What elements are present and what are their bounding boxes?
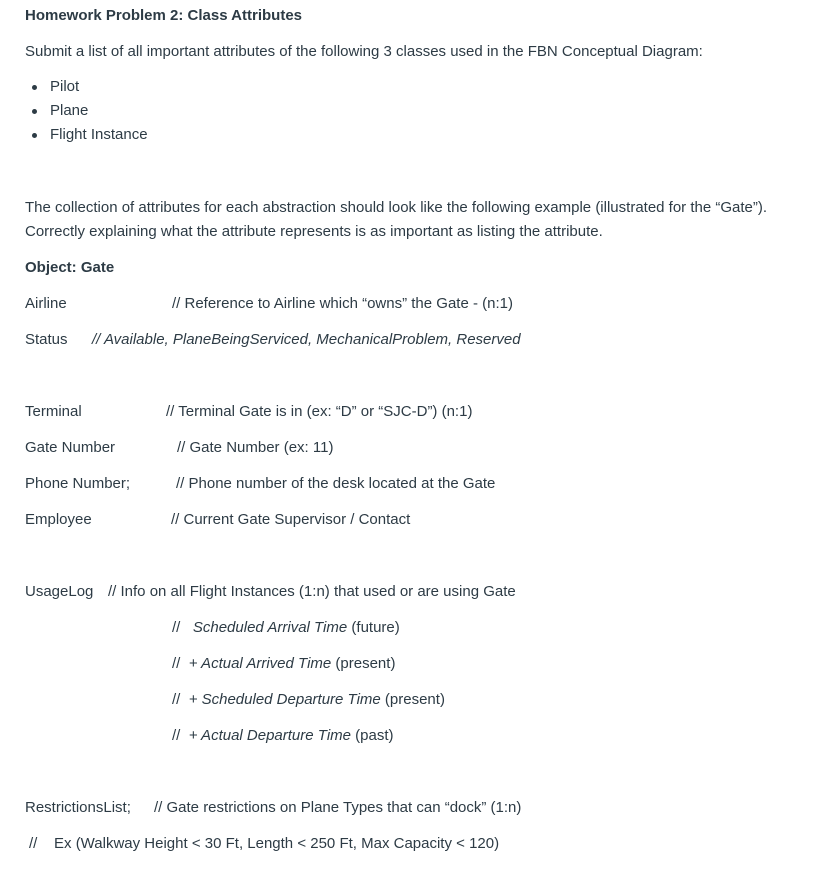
attr-name-employee: Employee bbox=[25, 511, 92, 528]
attr-name-gate-number: Gate Number bbox=[25, 439, 116, 456]
attr-comment-status: // Available, PlaneBeingServiced, MechanicalProblem, Reserved bbox=[92, 331, 521, 348]
attr-comment-phone-number: // Phone number of the desk located at the Gate bbox=[176, 475, 496, 492]
attr-comment-restrictions: // Gate restrictions on Plane Types that can “dock” (1:n) bbox=[154, 799, 522, 816]
attr-comment-employee: // Current Gate Supervisor / Contact bbox=[171, 511, 411, 528]
attr-comment-terminal: // Terminal Gate is in (ex: “D” or “SJC-D”) (n:1) bbox=[166, 403, 473, 420]
detail-rest: (present) bbox=[380, 691, 445, 708]
detail-italic: Scheduled Arrival Time bbox=[192, 619, 348, 636]
attr-comment-airline: // Reference to Airline which “owns” the Gate - (n:1) bbox=[172, 295, 513, 312]
detail-rest: (present) bbox=[331, 655, 396, 672]
attr-name-airline: Airline bbox=[25, 295, 67, 312]
detail-rest: (future) bbox=[347, 619, 400, 636]
comment-slashes: // bbox=[172, 655, 181, 672]
example-text: Ex (Walkway Height < 30 Ft, Length < 250 Ft, Max Capacity < 120) bbox=[54, 835, 500, 852]
attr-comment-usage-log: // Info on all Flight Instances (1:n) that used or are using Gate bbox=[108, 583, 516, 600]
comment-slashes: // bbox=[29, 835, 38, 852]
usage-log-detail bbox=[172, 726, 394, 746]
attr-name-status: Status bbox=[25, 331, 68, 348]
detail-rest: (past) bbox=[351, 727, 394, 744]
detail-italic: + Actual Arrived Time bbox=[188, 655, 332, 672]
detail-italic: + Actual Departure Time bbox=[188, 727, 351, 744]
attr-name-restrictions: RestrictionsList; bbox=[25, 799, 131, 816]
object-heading: Object: Gate bbox=[25, 259, 115, 276]
usage-log-detail bbox=[172, 618, 400, 638]
attr-name-terminal: Terminal bbox=[25, 403, 82, 420]
attr-name-phone-number: Phone Number; bbox=[25, 475, 131, 492]
usage-log-detail bbox=[172, 690, 445, 710]
intro-text: Submit a list of all important attributes of the following 3 classes used in the FBN Conceptual Diagram: bbox=[25, 43, 703, 60]
attr-comment-gate-number: // Gate Number (ex: 11) bbox=[177, 439, 334, 456]
explanation-line-2: Correctly explaining what the attribute represents is as important as listing the attribute. bbox=[25, 223, 603, 240]
usage-log-detail bbox=[172, 654, 395, 674]
restrictions-example bbox=[29, 834, 499, 854]
comment-slashes: // bbox=[172, 691, 181, 708]
page-title: Homework Problem 2: Class Attributes bbox=[25, 7, 303, 24]
list-item: Flight Instance bbox=[30, 125, 148, 149]
explanation-line-1: The collection of attributes for each abstraction should look like the following example (illustrated for the “Gate”). bbox=[25, 199, 768, 216]
comment-slashes: // bbox=[172, 727, 181, 744]
list-item: Plane bbox=[30, 101, 148, 125]
attr-name-usage-log: UsageLog bbox=[25, 583, 94, 600]
class-list bbox=[30, 77, 148, 149]
list-item: Pilot bbox=[30, 77, 148, 101]
detail-italic: + Scheduled Departure Time bbox=[188, 691, 381, 708]
comment-slashes: // bbox=[172, 619, 181, 636]
